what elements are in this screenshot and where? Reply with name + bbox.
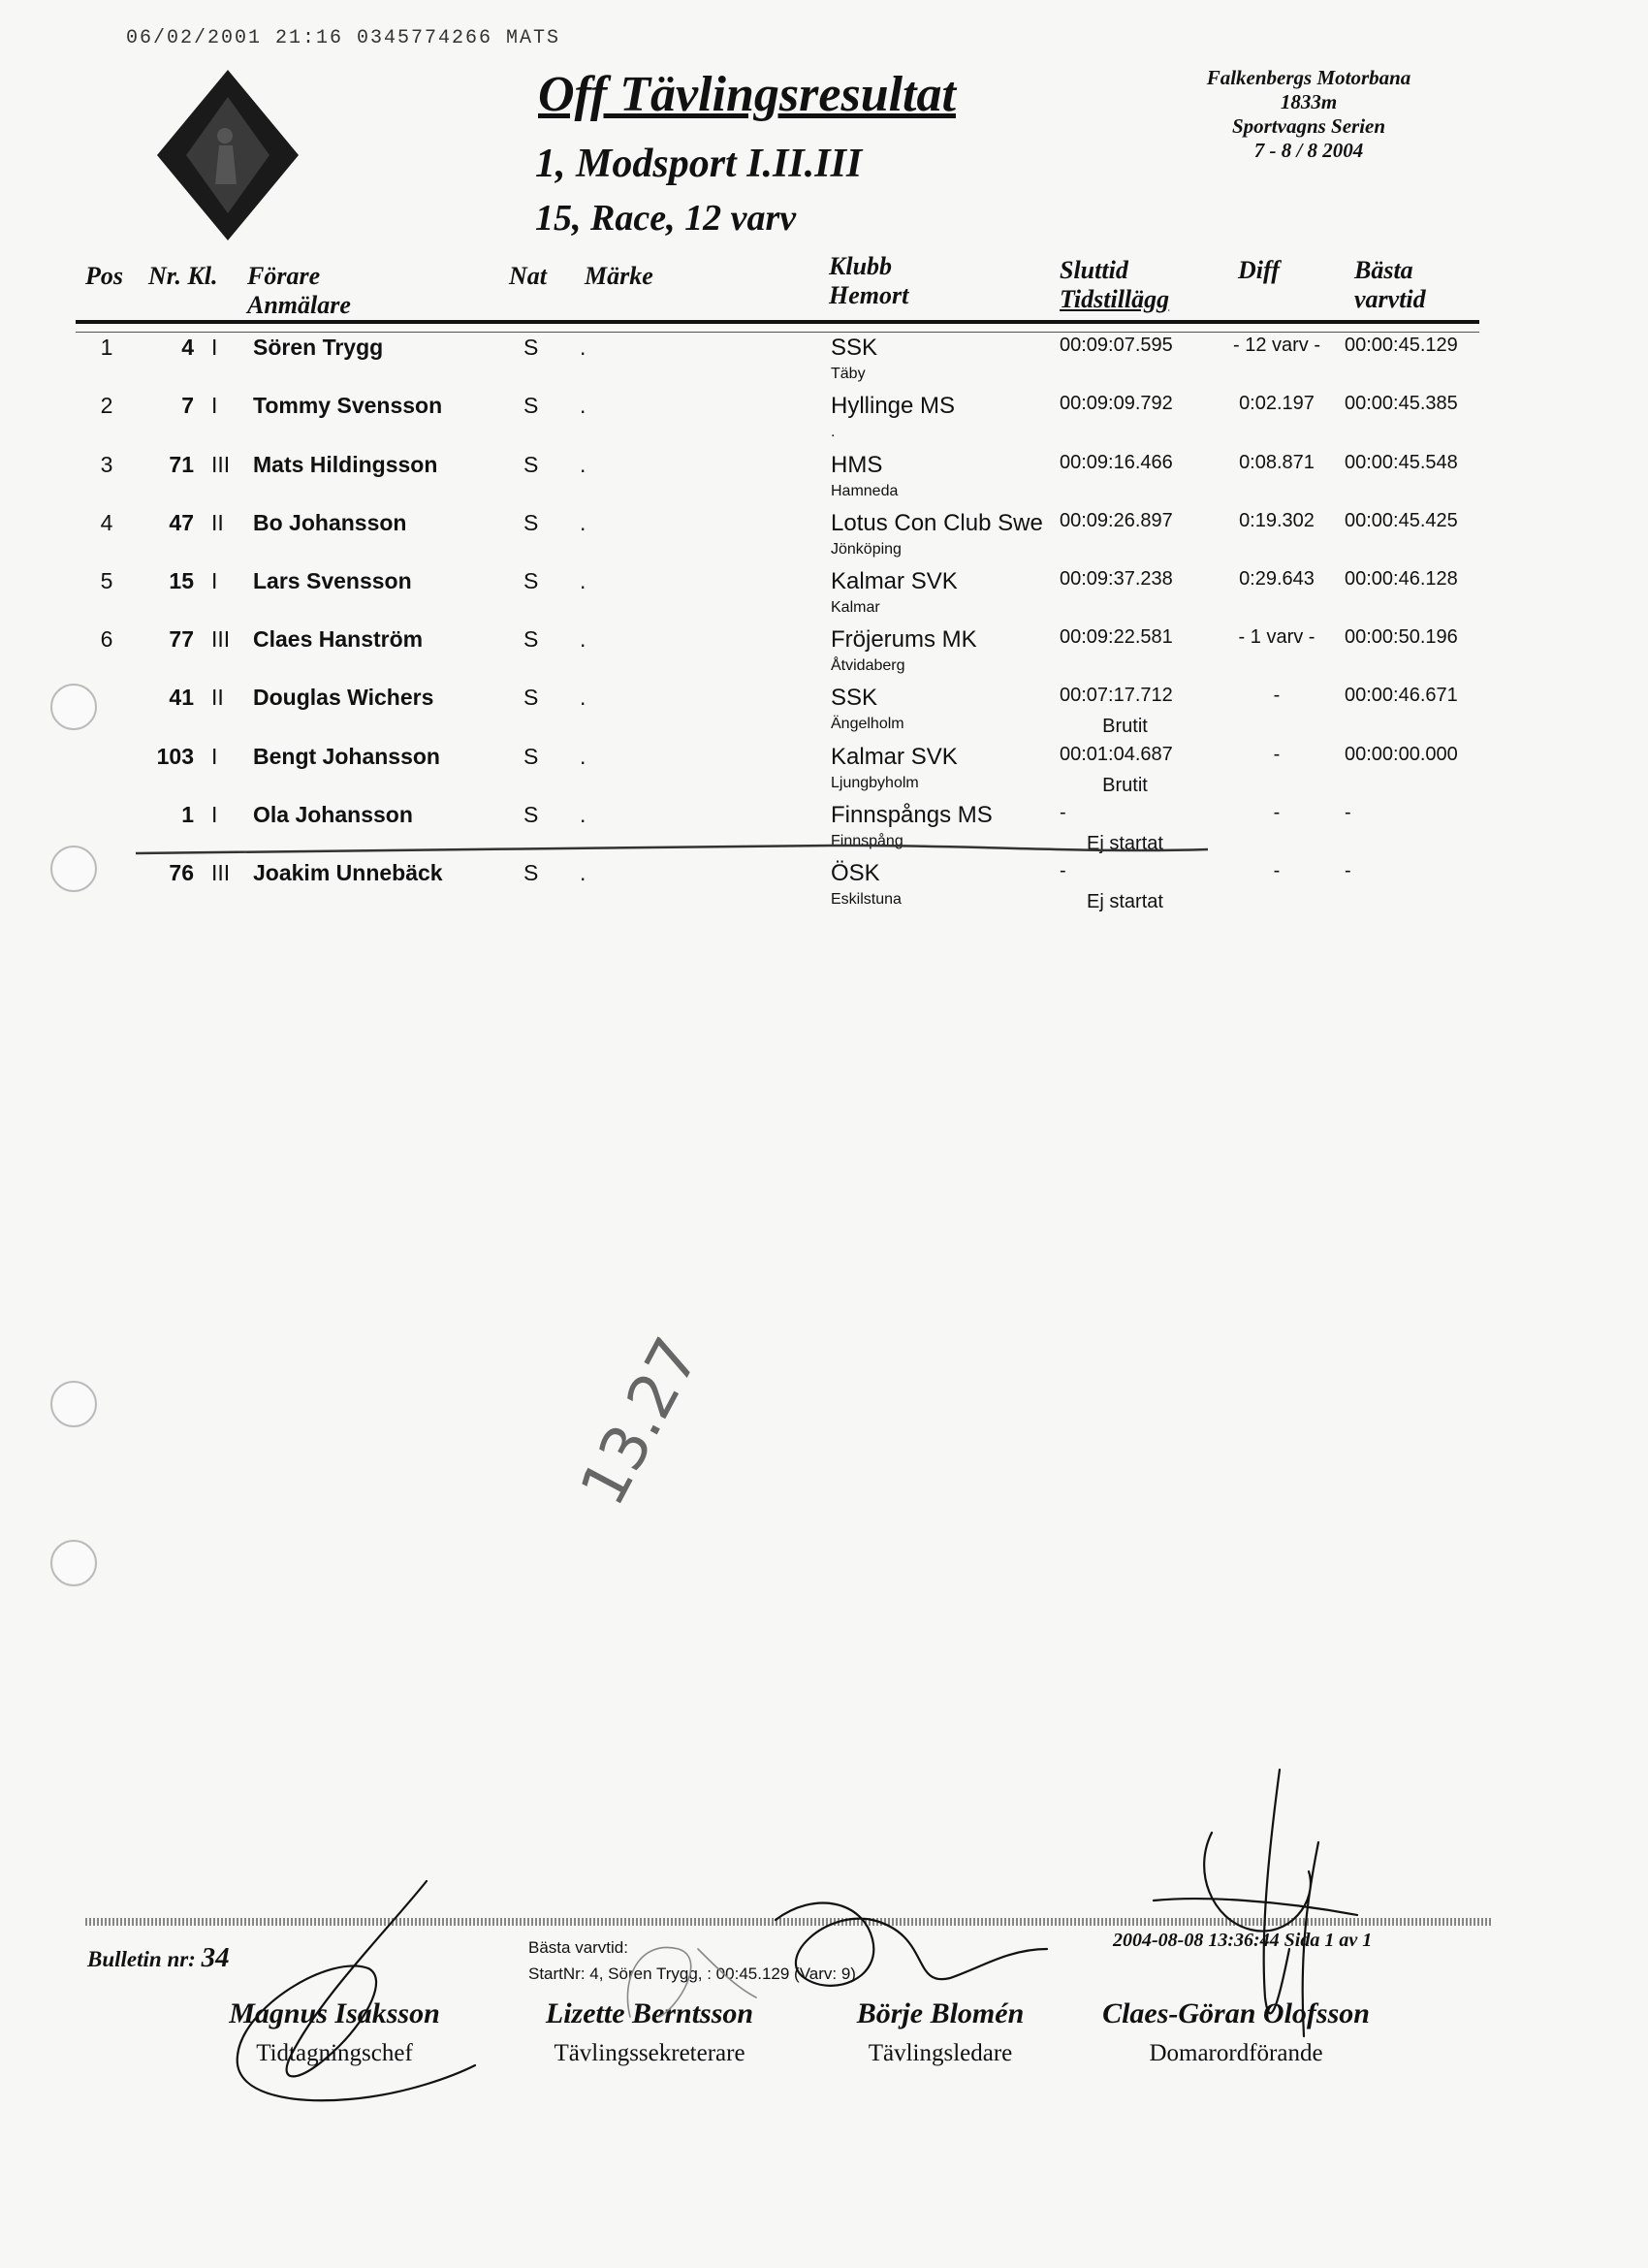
row-driver: Bo Johansson: [253, 510, 407, 535]
row-time-note: Brutit: [1102, 775, 1148, 796]
row-club: ÖSK: [831, 860, 880, 886]
row-diff: -: [1273, 685, 1281, 706]
official-role: Tidtagningschef: [256, 2040, 413, 2066]
row-best-lap: 00:00:50.196: [1345, 626, 1458, 648]
row-town: Kalmar: [831, 599, 880, 616]
row-marke: .: [580, 685, 586, 710]
row-time: 00:09:22.581: [1060, 626, 1173, 648]
row-club: Lotus Con Club Swe: [831, 510, 1043, 536]
signature-berntsson: [627, 1947, 756, 2017]
col-diff: Diff: [1238, 256, 1280, 284]
best-lap-detail: StartNr: 4, Sören Trygg, : 00:45.129 (Varv: 9): [528, 1965, 856, 1983]
row-town: Ljungbyholm: [831, 775, 919, 791]
row-driver: Tommy Svensson: [253, 393, 443, 418]
row-time: 00:09:37.238: [1060, 568, 1173, 590]
row-club: Hyllinge MS: [831, 393, 956, 419]
row-time: 00:09:09.792: [1060, 393, 1173, 414]
col-sluttid: Sluttid: [1060, 256, 1128, 284]
row-driver: Joakim Unnebäck: [253, 860, 443, 885]
row-class: II: [211, 510, 224, 535]
row-nr: 76: [169, 860, 194, 885]
row-class: I: [211, 802, 218, 827]
row-nat: S: [523, 452, 539, 477]
row-driver: Mats Hildingsson: [253, 452, 438, 477]
row-time: 00:09:26.897: [1060, 510, 1173, 531]
row-diff: 0:02.197: [1239, 393, 1315, 414]
row-club: Kalmar SVK: [831, 568, 958, 594]
row-pos: 6: [100, 626, 113, 652]
row-town: Hamneda: [831, 483, 899, 499]
venue-dates: 7 - 8 / 8 2004: [1253, 139, 1364, 162]
row-diff: -: [1273, 802, 1281, 823]
row-time: -: [1060, 802, 1066, 823]
row-class: I: [211, 393, 218, 418]
col-forare: Förare: [247, 262, 321, 290]
row-nr: 103: [156, 744, 194, 769]
row-nr: 71: [169, 452, 194, 477]
row-diff: 0:19.302: [1239, 510, 1315, 531]
handwritten-note: 13.27: [567, 1326, 714, 1517]
document-title: Off Tävlingsresultat: [538, 67, 956, 122]
row-marke: .: [580, 568, 586, 593]
row-best-lap: 00:00:46.128: [1345, 568, 1458, 590]
col-marke: Märke: [585, 262, 653, 290]
row-diff: -: [1273, 744, 1281, 765]
official-name: Börje Blomén: [856, 1997, 1025, 2029]
row-best-lap: 00:00:45.129: [1345, 335, 1458, 356]
row-nat: S: [523, 510, 539, 535]
row-class: II: [211, 685, 224, 710]
row-club: SSK: [831, 335, 878, 361]
row-class: I: [211, 335, 218, 360]
bulletin-label: Bulletin nr:: [87, 1947, 196, 1971]
row-club: Kalmar SVK: [831, 744, 958, 770]
row-club: Fröjerums MK: [831, 626, 977, 653]
signature-olofsson: [1154, 1770, 1357, 2036]
row-diff: - 1 varv -: [1238, 626, 1315, 648]
fax-header: 06/02/2001 21:16 0345774266 MATS: [126, 27, 561, 49]
row-time: 00:09:07.595: [1060, 335, 1173, 356]
official-role: Tävlingssekreterare: [554, 2040, 745, 2066]
row-driver: Sören Trygg: [253, 335, 384, 360]
row-best-lap: -: [1345, 802, 1351, 823]
col-basta: Bästa: [1354, 256, 1413, 284]
row-best-lap: 00:00:45.425: [1345, 510, 1458, 531]
row-town: Täby: [831, 366, 866, 382]
row-best-lap: 00:00:00.000: [1345, 744, 1458, 765]
row-club: HMS: [831, 452, 883, 478]
row-class: III: [211, 452, 231, 477]
row-nr: 41: [169, 685, 194, 710]
row-time: 00:01:04.687: [1060, 744, 1173, 765]
row-nr: 47: [169, 510, 194, 535]
row-time-note: Ej startat: [1087, 891, 1163, 912]
venue-length: 1833m: [1280, 90, 1338, 113]
row-club: Finnspångs MS: [831, 802, 993, 828]
row-driver: Bengt Johansson: [253, 744, 440, 769]
col-anmalare: Anmälare: [247, 291, 351, 319]
row-nr: 4: [181, 335, 194, 360]
row-town: Jönköping: [831, 541, 902, 558]
row-marke: .: [580, 393, 586, 418]
col-klubb: Klubb: [829, 252, 893, 280]
row-best-lap: 00:00:45.548: [1345, 452, 1458, 473]
row-marke: .: [580, 626, 586, 652]
row-nat: S: [523, 744, 539, 769]
row-best-lap: 00:00:45.385: [1345, 393, 1458, 414]
row-town: Ängelholm: [831, 716, 904, 732]
row-nat: S: [523, 860, 539, 885]
row-time: 00:09:16.466: [1060, 452, 1173, 473]
row-nat: S: [523, 626, 539, 652]
row-time-note: Ej startat: [1087, 833, 1163, 854]
row-nat: S: [523, 335, 539, 360]
row-driver: Lars Svensson: [253, 568, 412, 593]
row-nr: 7: [181, 393, 194, 418]
best-lap-title: Bästa varvtid:: [528, 1938, 628, 1957]
row-driver: Ola Johansson: [253, 802, 413, 827]
row-diff: 0:08.871: [1239, 452, 1315, 473]
official-name: Lizette Berntsson: [545, 1997, 754, 2029]
row-class: I: [211, 744, 218, 769]
row-nat: S: [523, 393, 539, 418]
venue-series: Sportvagns Serien: [1231, 114, 1386, 138]
col-hemort: Hemort: [829, 281, 909, 309]
row-town: Eskilstuna: [831, 891, 902, 908]
col-tidstillagg: Tidstillägg: [1060, 285, 1170, 313]
print-stamp: 2004-08-08 13:36:44 Sida 1 av 1: [1113, 1930, 1373, 1951]
bulletin-value: 34: [201, 1942, 230, 1973]
row-pos: 2: [100, 393, 113, 418]
row-best-lap: -: [1345, 860, 1351, 881]
official-role: Tävlingsledare: [868, 2040, 1013, 2066]
row-nat: S: [523, 685, 539, 710]
row-marke: .: [580, 335, 586, 360]
row-pos: 3: [100, 452, 113, 477]
venue-name: Falkenbergs Motorbana: [1206, 66, 1411, 89]
row-nat: S: [523, 568, 539, 593]
row-club: SSK: [831, 685, 878, 711]
row-pos: 1: [100, 335, 113, 360]
official-name: Magnus Isaksson: [229, 1997, 440, 2029]
row-class: III: [211, 860, 231, 885]
row-nr: 77: [169, 626, 194, 652]
row-pos: 4: [100, 510, 113, 535]
row-diff: - 12 varv -: [1232, 335, 1321, 356]
row-town: .: [831, 424, 836, 440]
row-nat: S: [523, 802, 539, 827]
row-nr: 1: [181, 802, 194, 827]
row-nr: 15: [169, 568, 194, 593]
row-time-note: Brutit: [1102, 716, 1148, 737]
row-best-lap: 00:00:46.671: [1345, 685, 1458, 706]
row-time: 00:07:17.712: [1060, 685, 1173, 706]
row-marke: .: [580, 744, 586, 769]
row-class: I: [211, 568, 218, 593]
row-time: -: [1060, 860, 1066, 881]
race-title: 15, Race, 12 varv: [535, 198, 797, 239]
official-role: Domarordförande: [1149, 2040, 1323, 2066]
col-nr-kl: Nr. Kl.: [148, 262, 218, 290]
row-town: Finnspång: [831, 833, 903, 849]
row-class: III: [211, 626, 231, 652]
row-town: Åtvidaberg: [831, 657, 905, 674]
row-pos: 5: [100, 568, 113, 593]
class-title: 1, Modsport I.II.III: [535, 142, 863, 186]
col-pos: Pos: [85, 262, 123, 290]
official-name: Claes-Göran Olofsson: [1102, 1997, 1370, 2029]
signature-blomen: [776, 1903, 1047, 1986]
col-varvtid: varvtid: [1354, 285, 1426, 313]
row-marke: .: [580, 452, 586, 477]
row-diff: -: [1273, 860, 1281, 881]
signature-isaksson: [238, 1881, 475, 2100]
row-driver: Claes Hanström: [253, 626, 424, 652]
col-nat: Nat: [509, 262, 547, 290]
row-diff: 0:29.643: [1239, 568, 1315, 590]
row-marke: .: [580, 510, 586, 535]
row-marke: .: [580, 802, 586, 827]
row-marke: .: [580, 860, 586, 885]
row-driver: Douglas Wichers: [253, 685, 434, 710]
